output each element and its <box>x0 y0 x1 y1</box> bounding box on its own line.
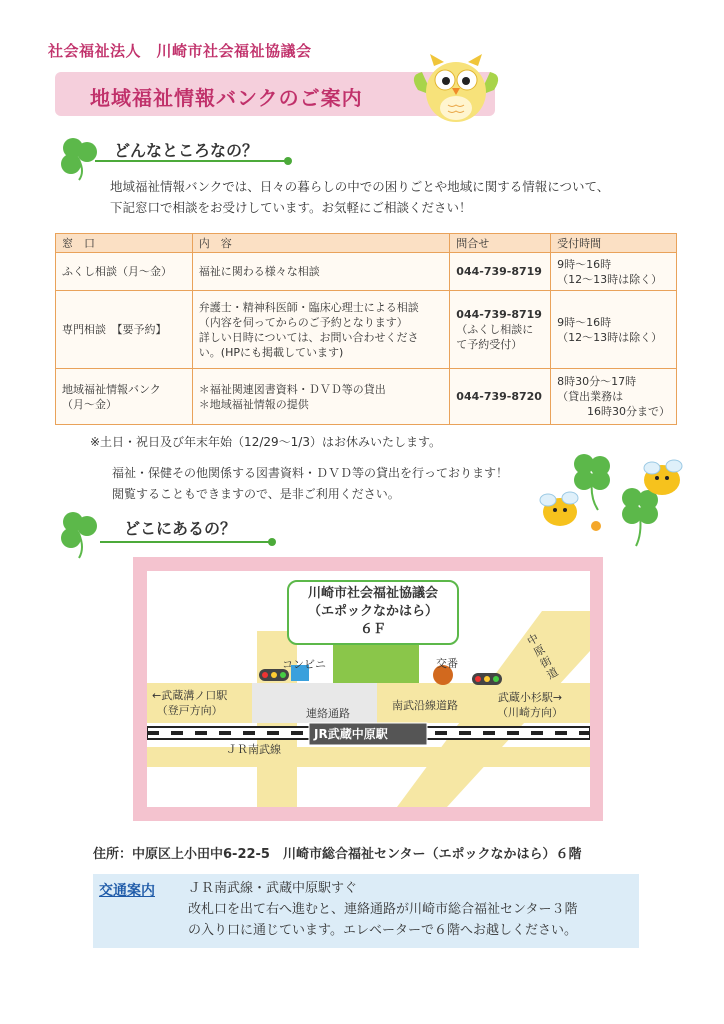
transport-line: ＪＲ南武線・武蔵中原駅すぐ <box>188 881 358 896</box>
intro-line: 下記窓口で相談をお受けしています。お気軽にご相談ください！ <box>110 200 472 215</box>
table-header-row <box>56 234 677 253</box>
consultation-table <box>55 233 677 425</box>
header-window: 窓 口 <box>56 234 193 253</box>
address: 住所：中原区上小田中6-22-5 川崎市総合福祉センター（エポックなかはら）６階 <box>93 847 582 862</box>
cell-content: 弁護士・精神科医師・臨床心理士による相談 （内容を伺ってからのご予約となります） 詳しい日時については、お問い合わせくださ い。(HPにも掲載しています) <box>192 291 450 369</box>
owl-mascot-icon <box>408 50 504 124</box>
cell-hours: 9時～16時 （12～13時は除く） <box>551 253 677 291</box>
nanbu-road-label: 南武沿線道路 <box>392 699 458 712</box>
section-title-about: どんなところなの？ <box>114 141 259 160</box>
cell-hours: 8時30分～17時 （貸出業務は 16時30分まで） <box>551 369 677 425</box>
page-title: 地域福祉情報バンクのご案内 <box>90 86 363 110</box>
left-station-label: ←武蔵溝ノ口駅 （登戸方向） <box>152 689 228 717</box>
nakahara-road-label: 中原街道 <box>524 631 561 683</box>
transport-text <box>188 878 638 941</box>
table-row <box>56 369 677 425</box>
cell-contact: 044-739-8719 （ふくし相談に て予約受付） <box>450 291 551 369</box>
railway-line-label: ＪＲ南武線 <box>226 743 281 756</box>
cell-window: ふくし相談（月～金） <box>56 253 193 291</box>
section-underline <box>100 541 270 543</box>
intro-text <box>110 176 670 218</box>
clover-icon <box>55 508 105 560</box>
cell-window: 専門相談 【要予約】 <box>56 291 193 369</box>
section-title-location: どこにあるの？ <box>124 519 237 538</box>
intro-line: 地域福祉情報バンクでは、日々の暮らしの中での困りごとや地域に関する情報について、 <box>110 179 610 194</box>
header-hours: 受付時間 <box>551 234 677 253</box>
right-station-label: 武蔵小杉駅→ （川崎方向） <box>497 691 563 719</box>
clover-icon <box>55 134 105 182</box>
station-label: JR武蔵中原駅 <box>314 727 388 741</box>
transport-label: 交通案内 <box>99 883 155 899</box>
organization-name: 社会福祉法人 川崎市社会福祉協議会 <box>48 42 312 60</box>
bee-clover-decoration-icon <box>532 450 702 550</box>
header-content: 内 容 <box>192 234 450 253</box>
section-underline <box>95 160 285 162</box>
cell-contact: 044-739-8720 <box>450 369 551 425</box>
header-contact: 問合せ <box>450 234 551 253</box>
lending-line: 閲覧することもできますので、是非ご利用ください。 <box>112 487 400 501</box>
police-box-label: 交番 <box>436 657 458 670</box>
cell-content: ＊福祉関連図書資料・ＤＶＤ等の貸出 ＊地域福祉情報の提供 <box>192 369 450 425</box>
cell-window: 地域福祉情報バンク （月～金） <box>56 369 193 425</box>
cell-contact: 044-739-8719 <box>450 253 551 291</box>
section-underline-dot <box>284 157 292 165</box>
passage-label: 連絡通路 <box>306 707 350 720</box>
lending-note <box>112 463 582 505</box>
cell-content: 福祉に関わる様々な相談 <box>192 253 450 291</box>
holiday-note: ※土日・祝日及び年末年始（12/29～1/3）はお休みいたします。 <box>90 435 441 449</box>
transport-line: 改札口を出て右へ進むと、連絡通路が川崎市総合福祉センター３階 <box>188 902 578 917</box>
convenience-store-label: コンビニ <box>282 658 326 671</box>
transport-line: の入り口に通じています。エレベーターで６階へお越しください。 <box>188 923 577 938</box>
building-callout: 川崎市社会福祉協議会 （エポックなかはら） ６Ｆ <box>287 580 459 645</box>
section-underline-dot <box>268 538 276 546</box>
table-row <box>56 253 677 291</box>
cell-hours: 9時～16時 （12～13時は除く） <box>551 291 677 369</box>
lending-line: 福祉・保健その他関係する図書資料・ＤＶＤ等の貸出を行っております！ <box>112 466 509 480</box>
table-row <box>56 291 677 369</box>
